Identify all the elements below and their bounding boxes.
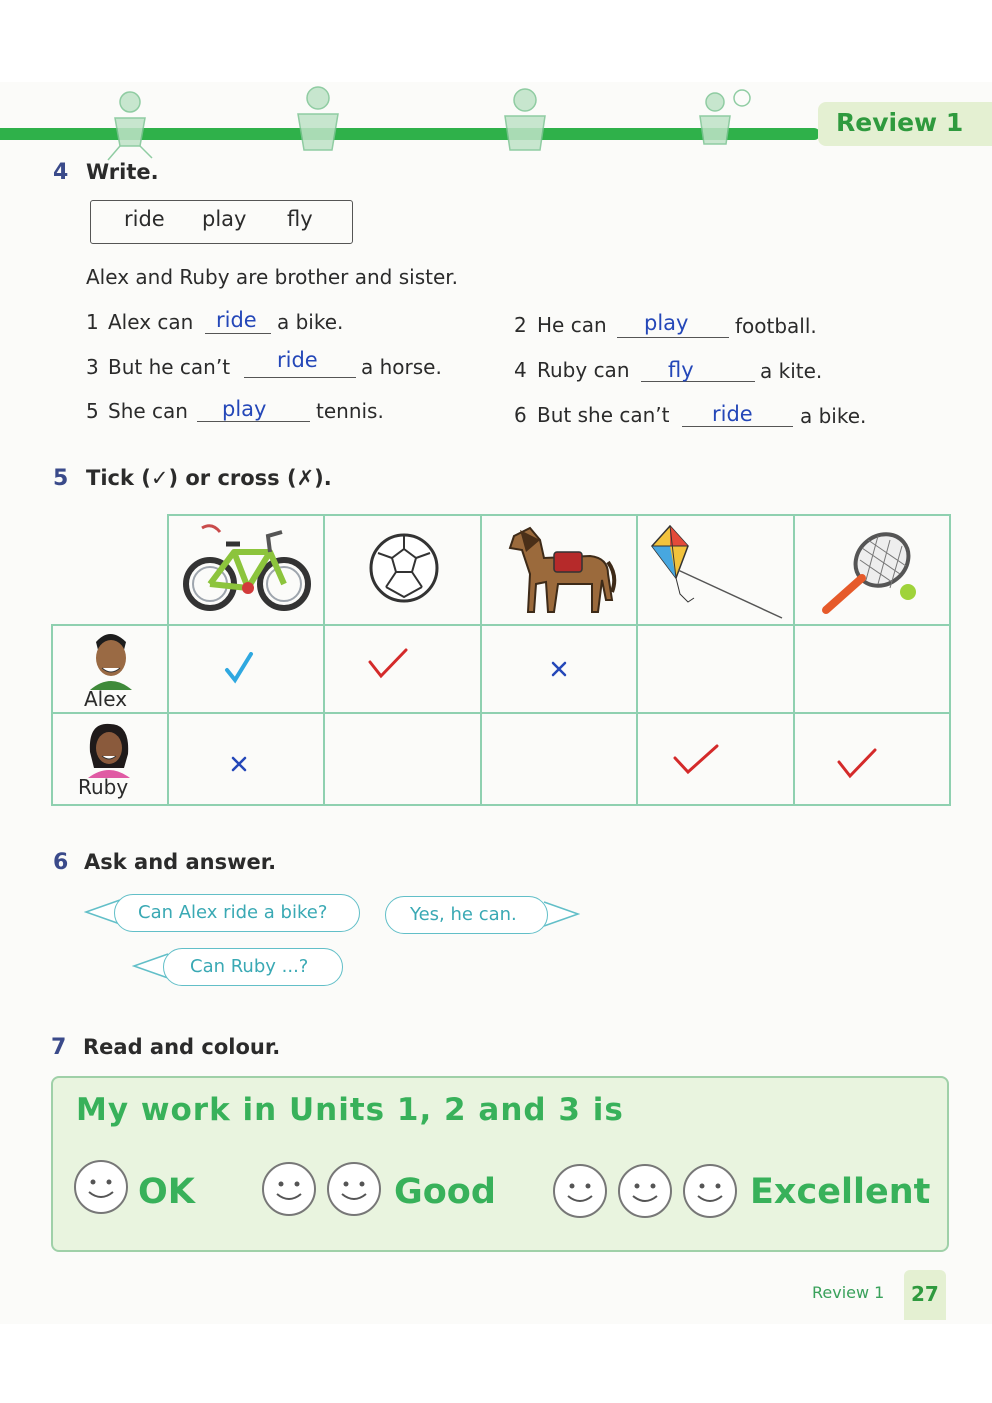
row-label-alex: Alex [84,687,128,711]
item-2-after: football. [735,314,817,338]
section-4-title: Write. [86,160,159,184]
item-6-before: But she can’t [537,403,670,427]
header-children-illustration [70,84,830,164]
tennis-racket-icon [816,528,920,620]
item-5-before: She can [108,399,188,423]
section-6-title: Ask and answer. [84,850,277,874]
item-4-before: Ruby can [537,358,630,382]
football-icon [368,531,440,605]
item-4-answer: fly [668,358,694,382]
ruby-tennis-tick-icon [836,748,878,780]
item-6-answer: ride [712,402,753,426]
ruby-bike-cross-icon [230,755,248,773]
bubble-text-question-ruby: Can Ruby ...? [190,956,309,977]
alex-horse-cross-icon [550,660,568,678]
smiley-ok-icon[interactable] [72,1158,130,1216]
item-3-number: 3 [86,355,99,379]
smiley-good-2-icon[interactable] [325,1160,383,1218]
item-2-number: 2 [514,313,527,337]
word-fly: fly [287,207,313,231]
ruby-kite-tick-icon [672,742,720,776]
level-ok: OK [138,1172,195,1212]
smiley-excellent-2-icon[interactable] [616,1162,674,1220]
section-7-number: 7 [51,1035,67,1060]
item-4-after: a kite. [760,359,823,383]
page-title: Review 1 [836,108,964,137]
item-2-before: He can [537,313,607,337]
section-7-title: Read and colour. [83,1035,281,1059]
level-good: Good [394,1172,496,1212]
item-5-number: 5 [86,399,99,423]
page-number: 27 [911,1282,939,1306]
item-1-answer: ride [216,308,257,332]
item-1-number: 1 [86,310,99,334]
item-3-before: But he can’t [108,355,231,379]
self-assessment-heading: My work in Units 1, 2 and 3 is [76,1092,624,1128]
item-2-answer: play [644,311,689,335]
bike-icon [182,522,312,614]
footer-section-label: Review 1 [812,1283,885,1302]
smiley-excellent-3-icon[interactable] [681,1162,739,1220]
item-6-after: a bike. [800,404,867,428]
section-4-number: 4 [53,160,69,185]
level-excellent: Excellent [750,1172,931,1212]
intro-sentence: Alex and Ruby are brother and sister. [86,265,459,289]
ruby-avatar [84,718,134,778]
horse-icon [500,522,618,618]
item-1-before: Alex can [108,310,194,334]
row-label-ruby: Ruby [78,775,129,799]
alex-football-tick-icon [367,648,409,680]
word-ride: ride [124,207,165,231]
smiley-good-1-icon[interactable] [260,1160,318,1218]
item-5-answer: play [222,397,267,421]
section-5-number: 5 [53,466,69,491]
item-5-after: tennis. [316,399,384,423]
section-6-number: 6 [53,850,69,875]
bubble-text-question-alex: Can Alex ride a bike? [138,902,328,923]
word-play: play [202,207,247,231]
kite-icon [648,522,786,622]
smiley-excellent-1-icon[interactable] [551,1162,609,1220]
item-1-after: a bike. [277,310,344,334]
item-4-number: 4 [514,358,527,382]
alex-bike-tick-icon [224,652,254,684]
item-3-after: a horse. [361,355,442,379]
item-6-number: 6 [514,403,527,427]
section-5-title: Tick (✓) or cross (✗). [86,466,332,490]
item-4-blank[interactable] [641,354,755,382]
alex-avatar [86,628,134,690]
item-3-answer: ride [277,348,318,372]
bubble-text-answer: Yes, he can. [410,904,517,925]
